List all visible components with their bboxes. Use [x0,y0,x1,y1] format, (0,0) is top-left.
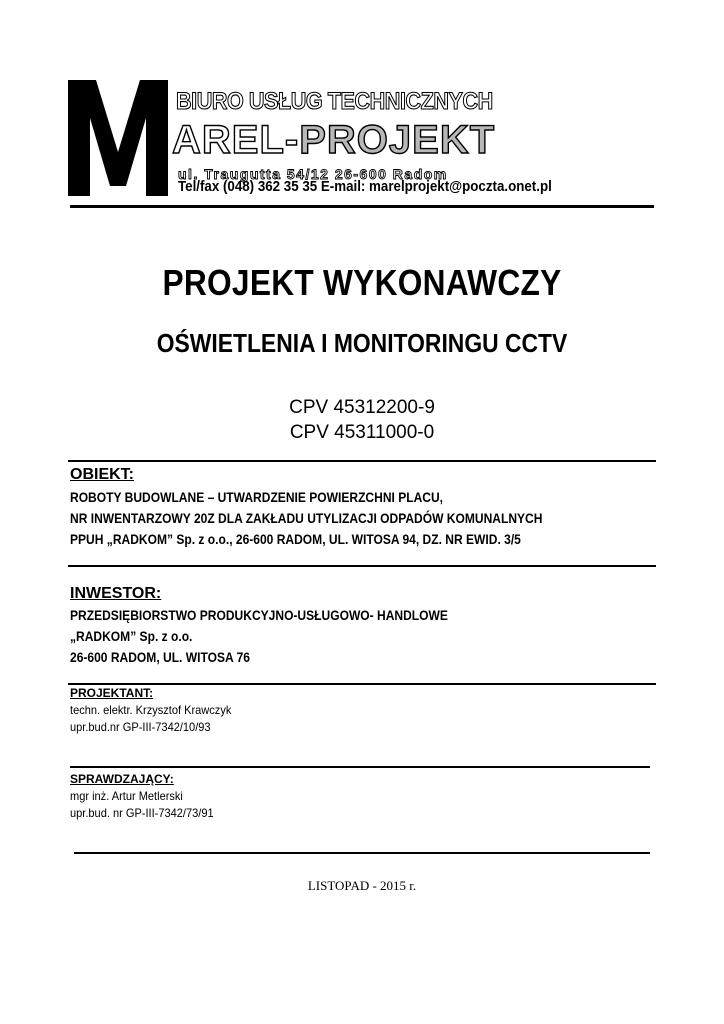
obiekt-details [70,487,542,550]
header-divider [70,205,654,208]
logo-letter: M [118,138,119,139]
sprawdzajacy-name: mgr inż. Artur Metlerski [70,789,183,803]
projektant-divider [68,683,656,685]
firm-name [172,116,495,164]
document-date: LISTOPAD - 2015 r. [307,878,417,893]
obiekt-divider [68,460,656,462]
sprawdzajacy-divider [70,766,650,768]
cpv-code-1: CPV 45312200-9 [289,397,435,418]
projektant-license: upr.bud.nr GP-III-7342/10/93 [70,720,211,734]
projektant-heading: PROJEKTANT: [70,686,154,700]
projektant-name: techn. elektr. Krzysztof Krawczyk [70,703,232,717]
cpv-code-2: CPV 45311000-0 [289,422,435,443]
inwestor-line: PRZEDSIĘBIORSTWO PRODUKCYJNO-USŁUGOWO- HANDLOWE [70,607,448,623]
obiekt-heading: OBIEKT: [70,466,134,483]
document-title: PROJEKT WYKONAWCZY [162,262,562,303]
inwestor-line: „RADKOM” Sp. z o.o. [70,628,193,644]
sprawdzajacy-heading: SPRAWDZAJĄCY: [70,772,174,786]
firm-name-part1: AREL- [172,118,300,162]
obiekt-line: NR INWENTARZOWY 20Z DLA ZAKŁADU UTYLIZACJI ODPADÓW KOMUNALNYCH [70,510,543,526]
inwestor-details [70,605,448,668]
sprawdzajacy-license: upr.bud. nr GP-III-7342/73/91 [70,806,214,820]
obiekt-line: PPUH „RADKOM” Sp. z o.o., 26-600 RADOM, UL. WITOSA 94, DZ. NR EWID. 3/5 [70,531,521,547]
inwestor-divider [68,565,656,567]
inwestor-heading: INWESTOR: [70,585,162,602]
projektant-details [70,702,231,736]
inwestor-line: 26-600 RADOM, UL. WITOSA 76 [70,649,250,665]
obiekt-line: ROBOTY BUDOWLANE – UTWARDZENIE POWIERZCHNI PLACU, [70,489,444,505]
sprawdzajacy-details [70,788,214,822]
firm-logo-m [66,78,170,198]
footer-divider [74,852,650,854]
firm-name-part2: PROJEKT [299,118,496,162]
firm-contact: Tel/fax (048) 362 35 35 E-mail: marelprojekt@poczta.onet.pl [178,179,552,195]
document-subtitle: OŚWIETLENIA I MONITORINGU CCTV [156,328,568,358]
firm-address: ul. Traugutta 54/12 26-600 Radom [178,166,448,182]
firm-tagline: BIURO USŁUG TECHNICZNYCH [176,88,493,115]
